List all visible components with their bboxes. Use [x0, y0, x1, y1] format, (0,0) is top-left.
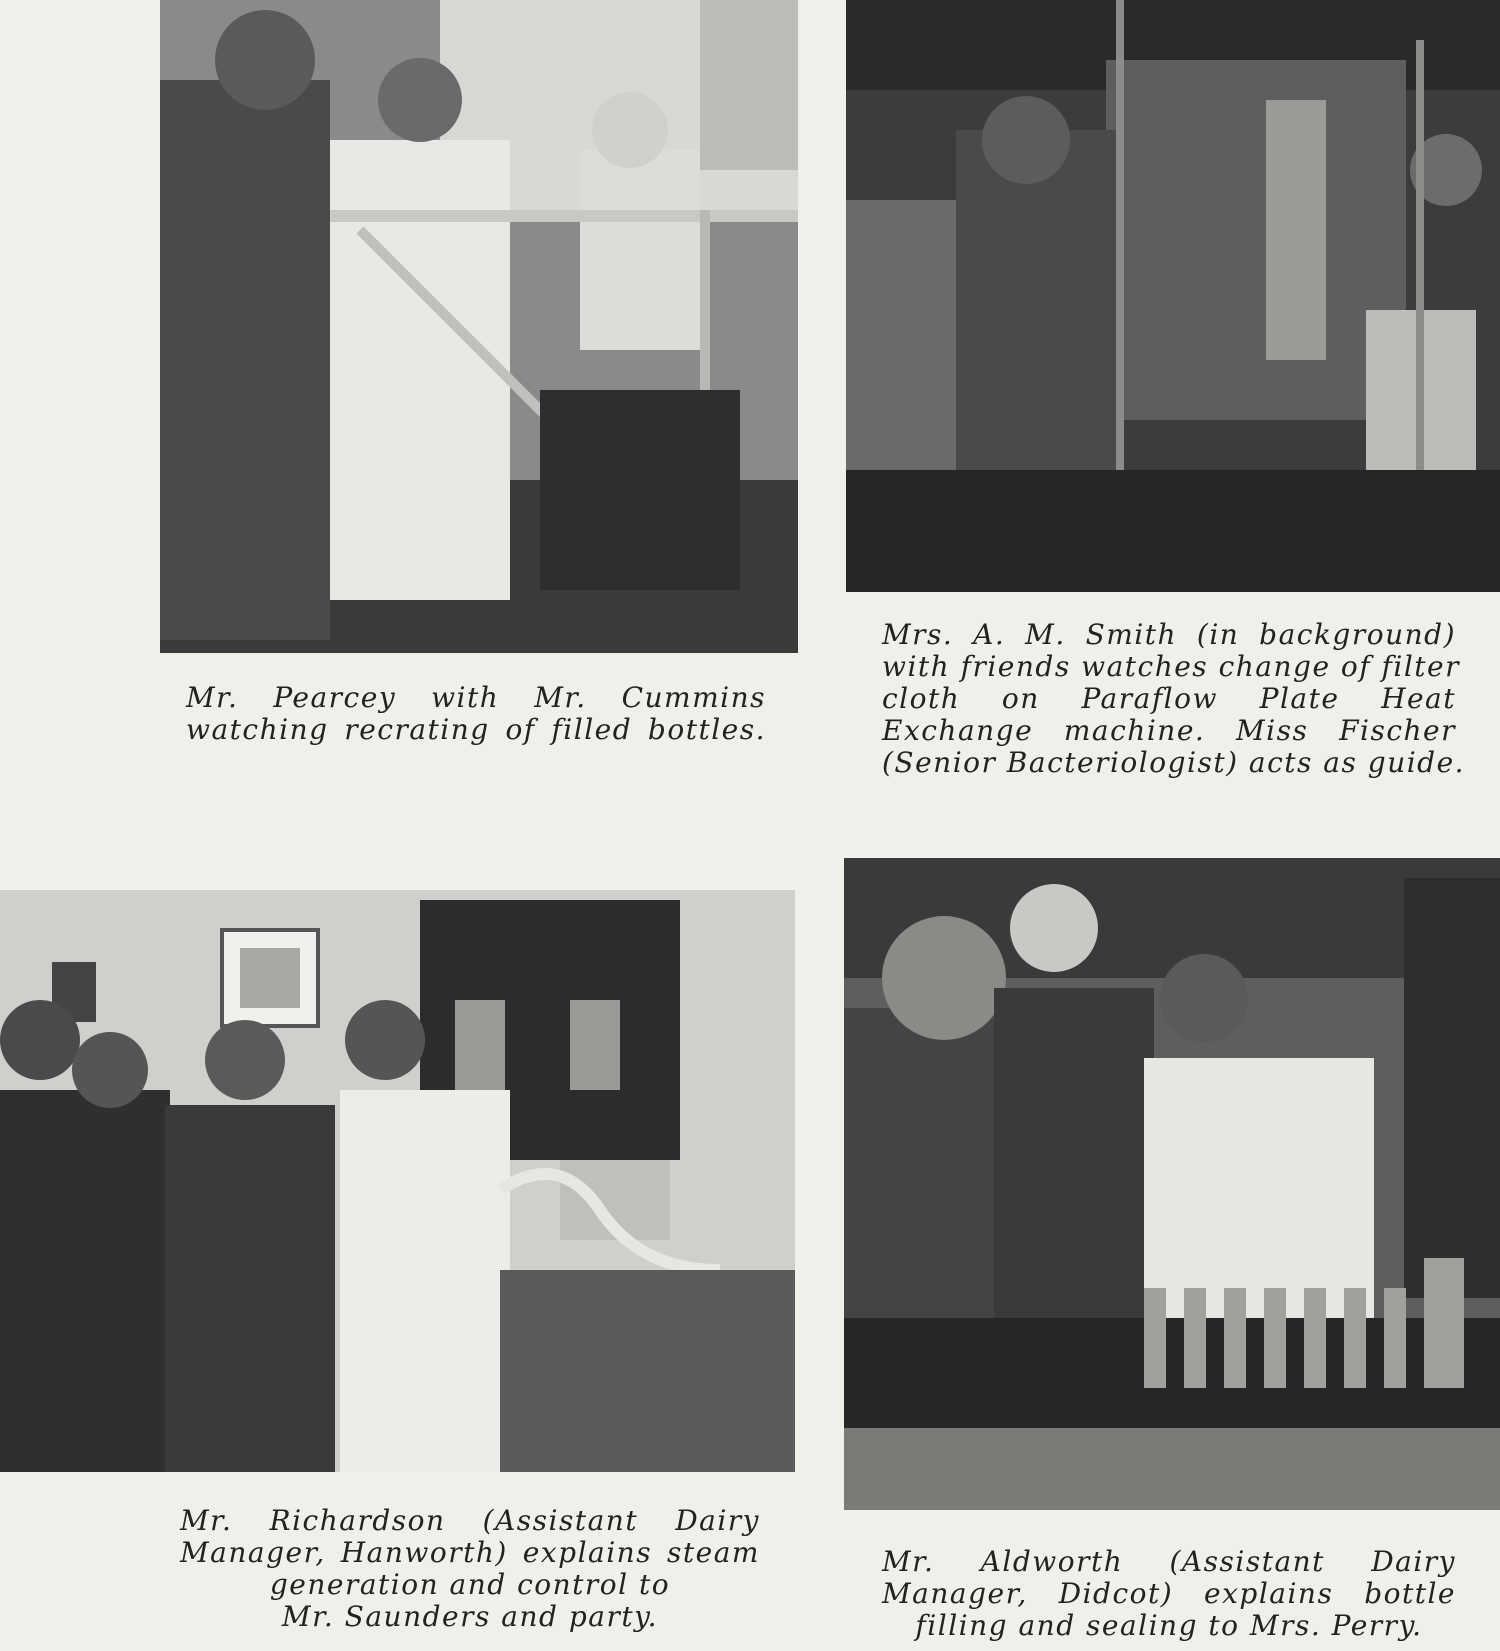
caption-pearcey-cummins [186, 682, 766, 746]
caption-line: Manager, Hanworth) explains steam [180, 1536, 760, 1569]
caption-line: Mr. Aldworth (Assistant Dairy [882, 1545, 1456, 1578]
caption-line: cloth on Paraflow Plate Heat [882, 682, 1456, 715]
caption-line: (Senior Bacteriologist) acts as guide. [882, 746, 1466, 779]
caption-line: Mr. Richardson (Assistant Dairy [180, 1504, 760, 1537]
photo-smith-filter-cloth [846, 0, 1500, 592]
photo-richardson-steam [0, 890, 795, 1472]
caption-line: Mr. Saunders and party. [281, 1600, 659, 1633]
caption-line: Mrs. A. M. Smith (in background) [882, 618, 1456, 651]
caption-line: Mr. Pearcey with Mr. Cummins [186, 681, 766, 714]
caption-line: with friends watches change of filter [882, 650, 1461, 683]
caption-aldworth-bottling [882, 1546, 1456, 1642]
photo-aldworth-bottling [844, 858, 1500, 1510]
caption-line: watching recrating of filled bottles. [186, 713, 766, 746]
caption-line: Exchange machine. Miss Fischer [882, 714, 1456, 747]
caption-line: Manager, Didcot) explains bottle [882, 1577, 1456, 1610]
caption-line: generation and control to [269, 1568, 671, 1601]
photo-pearcey-cummins [160, 0, 798, 653]
caption-line: filling and sealing to Mrs. Perry. [915, 1609, 1423, 1642]
caption-smith-filter-cloth [882, 618, 1466, 779]
caption-richardson-steam [180, 1505, 760, 1633]
